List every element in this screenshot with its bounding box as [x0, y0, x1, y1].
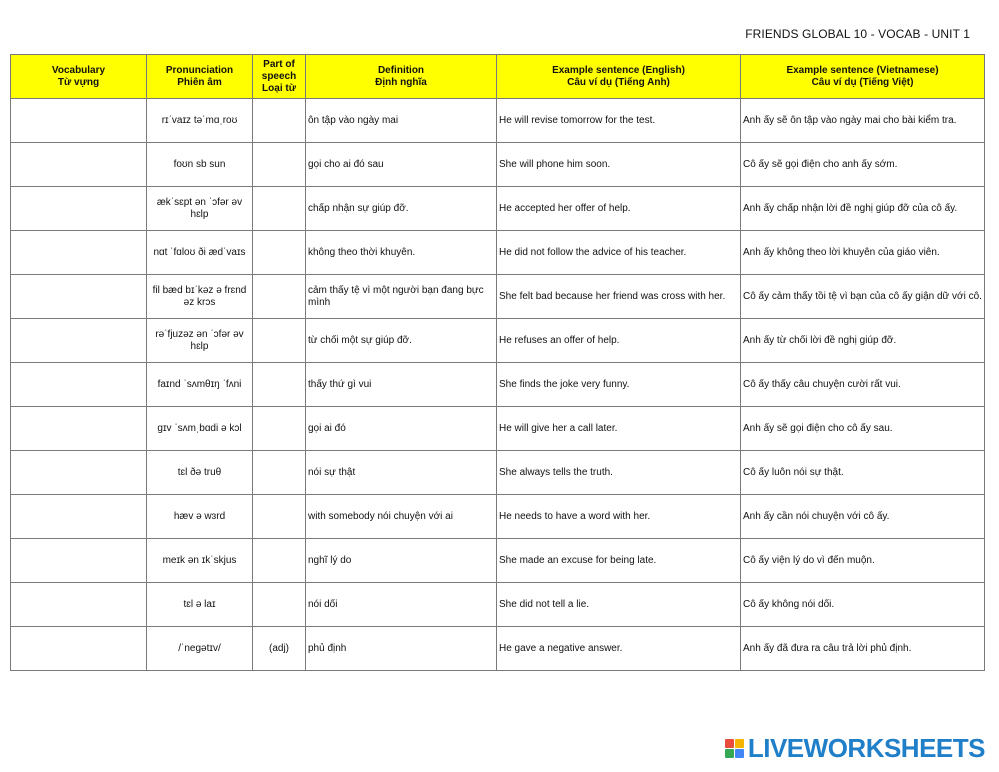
table-row — [11, 231, 985, 275]
pronunciation-cell: /ˈneɡətɪv/ — [147, 627, 253, 671]
column-header-example-vietnamese: Example sentence (Vietnamese) Câu ví dụ (Tiếng Việt) — [741, 55, 985, 99]
part-of-speech-cell — [253, 539, 306, 583]
example-english-cell: He gave a negative answer. — [497, 627, 741, 671]
example-english-cell: She always tells the truth. — [497, 451, 741, 495]
part-of-speech-cell — [253, 451, 306, 495]
table-row — [11, 187, 985, 231]
vocabulary-answer-cell[interactable] — [11, 627, 147, 671]
pronunciation-cell: tɛl ðə truθ — [147, 451, 253, 495]
pronunciation-cell: fil bæd bɪˈkəz ə frɛnd əz krɔs — [147, 275, 253, 319]
part-of-speech-cell — [253, 143, 306, 187]
pronunciation-cell: nɑt ˈfɑloʊ ði ædˈvaɪs — [147, 231, 253, 275]
definition-cell: gọi ai đó — [306, 407, 497, 451]
example-english-cell: She felt bad because her friend was cross with her. — [497, 275, 741, 319]
definition-cell: nói dối — [306, 583, 497, 627]
example-vietnamese-cell: Anh ấy đã đưa ra câu trả lời phủ định. — [741, 627, 985, 671]
logo-tile — [725, 749, 734, 758]
vocabulary-answer-cell[interactable] — [11, 495, 147, 539]
vocabulary-answer-cell[interactable] — [11, 363, 147, 407]
vocabulary-answer-cell[interactable] — [11, 319, 147, 363]
page-title: FRIENDS GLOBAL 10 - VOCAB - UNIT 1 — [745, 27, 970, 41]
logo-tiles — [725, 739, 744, 758]
example-vietnamese-cell: Anh ấy sẽ gọi điện cho cô ấy sau. — [741, 407, 985, 451]
column-header-vocabulary: Vocabulary Từ vựng — [11, 55, 147, 99]
example-english-cell: She made an excuse for being late. — [497, 539, 741, 583]
part-of-speech-cell — [253, 187, 306, 231]
part-of-speech-cell — [253, 495, 306, 539]
pronunciation-cell: hæv ə wɜrd — [147, 495, 253, 539]
definition-cell: nghĩ lý do — [306, 539, 497, 583]
pronunciation-cell: faɪnd ˈsʌmθɪŋ ˈfʌni — [147, 363, 253, 407]
example-english-cell: She will phone him soon. — [497, 143, 741, 187]
example-vietnamese-cell: Cô ấy viện lý do vì đến muộn. — [741, 539, 985, 583]
part-of-speech-cell — [253, 319, 306, 363]
table-row — [11, 143, 985, 187]
vocabulary-answer-cell[interactable] — [11, 539, 147, 583]
part-of-speech-cell — [253, 275, 306, 319]
table-row — [11, 363, 985, 407]
definition-cell: không theo thời khuyên. — [306, 231, 497, 275]
pronunciation-cell: meɪk ən ɪkˈskjus — [147, 539, 253, 583]
table-row — [11, 539, 985, 583]
vocabulary-answer-cell[interactable] — [11, 451, 147, 495]
column-header-part-of-speech: Part of speech Loại từ — [253, 55, 306, 99]
logo-wordmark: LIVEWORKSHEETS — [747, 733, 985, 763]
example-vietnamese-cell: Cô ấy cảm thấy tồi tệ vì bạn của cô ấy giận dữ với cô. — [741, 275, 985, 319]
part-of-speech-cell — [253, 363, 306, 407]
pronunciation-cell: gɪv ˈsʌmˌbɑdi ə kɔl — [147, 407, 253, 451]
part-of-speech-cell — [253, 231, 306, 275]
table-row — [11, 319, 985, 363]
part-of-speech-cell — [253, 99, 306, 143]
vocabulary-answer-cell[interactable] — [11, 583, 147, 627]
pronunciation-cell: rəˈfjuzəz ən ˈɔfər əv hɛlp — [147, 319, 253, 363]
part-of-speech-cell: (adj) — [253, 627, 306, 671]
vocabulary-answer-cell[interactable] — [11, 231, 147, 275]
vocabulary-answer-cell[interactable] — [11, 407, 147, 451]
definition-cell: ôn tập vào ngày mai — [306, 99, 497, 143]
example-vietnamese-cell: Cô ấy luôn nói sự thật. — [741, 451, 985, 495]
example-english-cell: He accepted her offer of help. — [497, 187, 741, 231]
table-row — [11, 627, 985, 671]
pronunciation-cell: foʊn sb sun — [147, 143, 253, 187]
column-header-example-english: Example sentence (English) Câu ví dụ (Tiếng Anh) — [497, 55, 741, 99]
pronunciation-cell: ækˈsɛpt ən ˈɔfər əv hɛlp — [147, 187, 253, 231]
logo-tile — [725, 739, 734, 748]
example-vietnamese-cell: Cô ấy không nói dối. — [741, 583, 985, 627]
example-vietnamese-cell: Cô ấy thấy câu chuyện cười rất vui. — [741, 363, 985, 407]
example-english-cell: She finds the joke very funny. — [497, 363, 741, 407]
example-vietnamese-cell: Anh ấy không theo lời khuyên của giáo viên. — [741, 231, 985, 275]
table-row — [11, 275, 985, 319]
part-of-speech-cell — [253, 407, 306, 451]
table-row — [11, 495, 985, 539]
pronunciation-cell: tɛl ə laɪ — [147, 583, 253, 627]
vocabulary-answer-cell[interactable] — [11, 143, 147, 187]
example-vietnamese-cell: Anh ấy từ chối lời đề nghị giúp đỡ. — [741, 319, 985, 363]
liveworksheets-logo — [725, 734, 985, 762]
vocabulary-answer-cell[interactable] — [11, 99, 147, 143]
definition-cell: gọi cho ai đó sau — [306, 143, 497, 187]
definition-cell: chấp nhận sự giúp đỡ. — [306, 187, 497, 231]
definition-cell: thấy thứ gì vui — [306, 363, 497, 407]
table-header-row — [11, 55, 985, 99]
vocabulary-answer-cell[interactable] — [11, 275, 147, 319]
logo-tile — [735, 749, 744, 758]
vocabulary-answer-cell[interactable] — [11, 187, 147, 231]
vocabulary-table — [10, 54, 985, 671]
column-header-pronunciation: Pronunciation Phiên âm — [147, 55, 253, 99]
example-vietnamese-cell: Anh ấy chấp nhận lời đề nghị giúp đỡ của cô ấy. — [741, 187, 985, 231]
example-english-cell: He needs to have a word with her. — [497, 495, 741, 539]
definition-cell: cảm thấy tệ vì một người bạn đang bực mình — [306, 275, 497, 319]
example-english-cell: He will revise tomorrow for the test. — [497, 99, 741, 143]
example-vietnamese-cell: Anh ấy sẽ ôn tập vào ngày mai cho bài kiểm tra. — [741, 99, 985, 143]
part-of-speech-cell — [253, 583, 306, 627]
example-english-cell: She did not tell a lie. — [497, 583, 741, 627]
example-english-cell: He did not follow the advice of his teacher. — [497, 231, 741, 275]
example-vietnamese-cell: Anh ấy cần nói chuyện với cô ấy. — [741, 495, 985, 539]
table-row — [11, 451, 985, 495]
table-row — [11, 99, 985, 143]
example-english-cell: He will give her a call later. — [497, 407, 741, 451]
definition-cell: phủ định — [306, 627, 497, 671]
pronunciation-cell: rɪˈvaɪz təˈmɑˌroʊ — [147, 99, 253, 143]
logo-tile — [735, 739, 744, 748]
column-header-definition: Definition Định nghĩa — [306, 55, 497, 99]
definition-cell: từ chối một sự giúp đỡ. — [306, 319, 497, 363]
example-english-cell: He refuses an offer of help. — [497, 319, 741, 363]
table-row — [11, 583, 985, 627]
definition-cell: with somebody nói chuyện với ai — [306, 495, 497, 539]
example-vietnamese-cell: Cô ấy sẽ gọi điện cho anh ấy sớm. — [741, 143, 985, 187]
definition-cell: nói sự thật — [306, 451, 497, 495]
table-row — [11, 407, 985, 451]
